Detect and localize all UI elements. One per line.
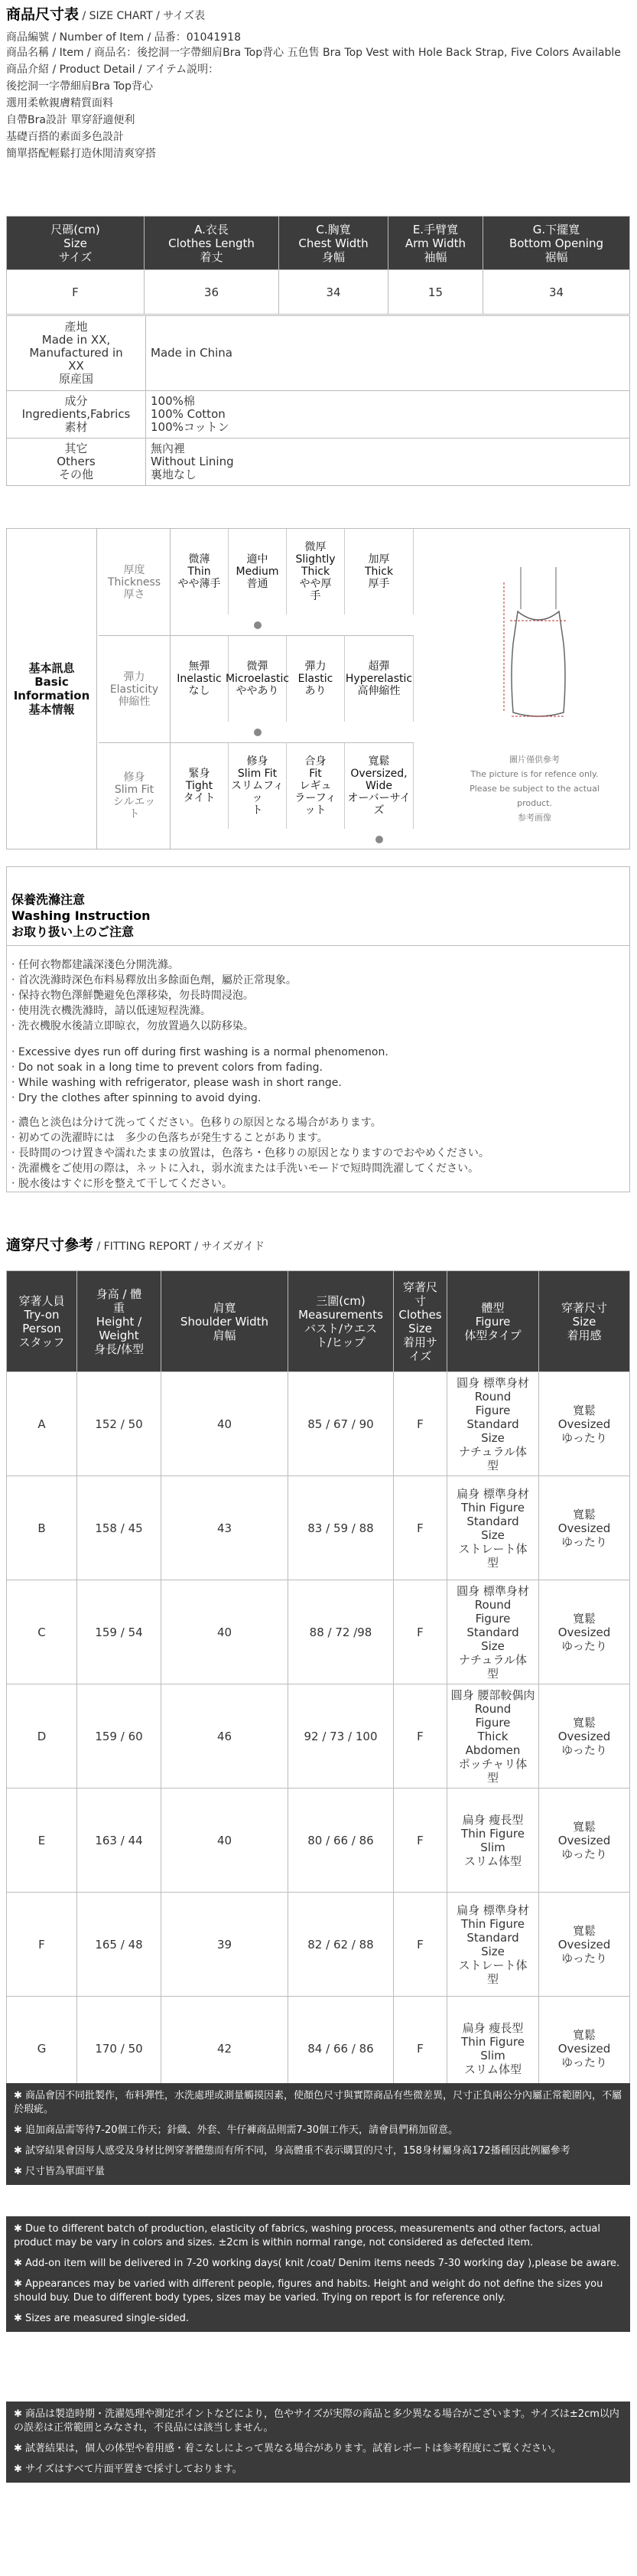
product-detail-label: 商品介紹 / Product Detail / アイテム説明：	[6, 64, 219, 76]
notes-ja	[6, 2402, 630, 2483]
shoulder-cell: 40	[161, 1789, 288, 1893]
clothes-size-col-header: 穿著尺 寸 Clothes Size 着用サ イズ	[394, 1271, 447, 1372]
elasticity-option: 彈力 Elastic あり	[287, 636, 345, 722]
other-row	[7, 439, 630, 486]
measurements-cell: 85 / 67 / 90	[288, 1372, 394, 1476]
shoulder-col-header: 肩寬 Shoulder Width 肩幅	[161, 1271, 288, 1372]
height-weight-cell: 165 / 48	[77, 1893, 161, 1997]
size-chart-title-sub: / SIZE CHART / サイズ表	[79, 10, 206, 22]
fit-option: 修身 Slim Fit スリムフィッ ト	[229, 743, 287, 829]
fitting-table	[6, 1270, 630, 2101]
basic-info-panel	[6, 528, 630, 849]
shoulder-cell: 40	[161, 1372, 288, 1476]
garment-figure	[473, 552, 603, 743]
measurements-cell: 80 / 66 / 86	[288, 1789, 394, 1893]
person-cell: E	[7, 1789, 77, 1893]
thickness-indicator-row	[171, 615, 414, 636]
shoulder-cell: 40	[161, 1580, 288, 1684]
clothes-size-cell: F	[394, 1893, 447, 1997]
other-key: 其它 Others その他	[7, 439, 146, 486]
table-row	[7, 1789, 630, 1893]
product-detail-line: 後挖洞一字帶細肩Bra Top背心	[6, 80, 154, 93]
fit-cell: 寬鬆 Ovesized ゆったり	[539, 1893, 630, 1997]
measurements-cell: 83 / 59 / 88	[288, 1476, 394, 1580]
size-chart-title-main: 商品尺寸表	[6, 6, 80, 23]
figure-cell: 圓身 標準身材 Round Figure Standard Size ナチュラル体 型	[447, 1372, 539, 1476]
measurements-cell: 88 / 72 /98	[288, 1580, 394, 1684]
figure-cell: 扁身 瘦長型 Thin Figure Slim スリム体型	[447, 1789, 539, 1893]
person-cell: C	[7, 1580, 77, 1684]
height-col-header: 身高 / 體 重 Height / Weight 身長/体型	[77, 1271, 161, 1372]
origin-row	[7, 316, 630, 391]
length-col-header: A.衣長 Clothes Length 着丈	[145, 217, 279, 270]
fit-col-header: 穿著尺寸 Size 着用感	[539, 1271, 630, 1372]
figure-cell: 圓身 標準身材 Round Figure Standard Size ナチュラル体 型	[447, 1580, 539, 1684]
note-line: ✱ 商品會因不同批製作，布料彈性，水洗處理或測量觸摸因素，使顏色尺寸與實際商品有些微差異，尺寸正負兩公分內屬正常範圍內，不屬於瑕疵。	[14, 2090, 622, 2115]
fitting-title-sub: / FITTING REPORT / サイズガイド	[93, 1241, 265, 1253]
figure-cell: 圓身 腰部較偶肉 Round Figure Thick Abdomen ポッチャリ体 型	[447, 1684, 539, 1789]
other-value: 無內裡 Without Lining 裏地なし	[146, 439, 630, 486]
composition-key: 成分 Ingredients,Fabrics 素材	[7, 391, 146, 439]
person-cell: F	[7, 1893, 77, 1997]
material-table	[6, 315, 630, 486]
clothes-size-cell: F	[394, 1476, 447, 1580]
shoulder-cell: 46	[161, 1684, 288, 1789]
size-chart-section	[6, 3, 630, 161]
note-line: ✱ Due to different batch of production, elasticity of fabrics, washing process, measurements and other factors, actual product may be vary in colors and sizes. ±2cm is within normal range, not considered as defected item.	[14, 2223, 601, 2248]
clothes-size-cell: F	[394, 1997, 447, 2101]
note-line: ✱ 試穿結果會因每人感受及身材比例穿著體態而有所不同，身高體重不表示購買的尺寸，158身材屬身高172播種因此例屬參考	[14, 2145, 570, 2157]
elasticity-option: 微彈 Microelastic ややあり	[229, 636, 287, 722]
chest-col-header: C.胸寬 Chest Width 身幅	[279, 217, 388, 270]
selected-dot-icon	[254, 621, 262, 629]
fit-option: 寬鬆 Oversized, Wide オーバーサイ ズ	[345, 743, 414, 829]
fit-cell: 寬鬆 Ovesized ゆったり	[539, 1580, 630, 1684]
height-weight-cell: 159 / 60	[77, 1684, 161, 1789]
note-line: ✱ 試著結果は，個人の体型や着用感・着こなしによって異なる場合があります。試着レポートは参考程度にご覧ください。	[14, 2443, 561, 2454]
table-row	[7, 1684, 630, 1789]
composition-value: 100%棉 100% Cotton 100%コットン	[146, 391, 630, 439]
product-detail-line: 基礎百搭的素面多色設計	[6, 131, 124, 143]
note-line: ✱ 追加商品需等待7-20個工作天；針織、外套、牛仔褲商品則需7-30個工作天，請會員們稍加留意。	[14, 2124, 459, 2136]
bottom-col-header: G.下擺寬 Bottom Opening 裾幅	[483, 217, 629, 270]
height-weight-cell: 152 / 50	[77, 1372, 161, 1476]
note-line: ✱ 尺寸皆為單面平量	[14, 2166, 106, 2177]
fit-cell: 寬鬆 Ovesized ゆったり	[539, 1476, 630, 1580]
table-row	[7, 1372, 630, 1476]
figure-col-header: 體型 Figure 体型タイプ	[447, 1271, 539, 1372]
person-cell: D	[7, 1684, 77, 1789]
product-detail-line: 簡單搭配輕鬆打造休閒清爽穿搭	[6, 148, 156, 160]
height-weight-cell: 159 / 54	[77, 1580, 161, 1684]
fitting-title-main: 適穿尺寸參考	[6, 1237, 94, 1254]
clothes-size-cell: F	[394, 1684, 447, 1789]
shoulder-cell: 42	[161, 1997, 288, 2101]
measurements-col-header: 三圍(cm) Measurements バスト/ウエス ト/ヒップ	[288, 1271, 394, 1372]
size-table	[6, 216, 630, 315]
shoulder-cell: 43	[161, 1476, 288, 1580]
thickness-option: 微薄 Thin やや薄手	[171, 529, 229, 615]
height-weight-cell: 170 / 50	[77, 1997, 161, 2101]
arm-cell: 15	[388, 270, 483, 315]
table-row	[7, 1893, 630, 1997]
measurements-cell: 84 / 66 / 86	[288, 1997, 394, 2101]
washing-en: ‧ Excessive dyes run off during first washing is a normal phenomenon. ‧ Do not soak in a long time to prevent colors from fading. ‧ While washing with refrigerator, please wash in short range. ‧ Dry the clothes after spinning to avoid dying.	[11, 1046, 388, 1104]
fit-cell: 寬鬆 Ovesized ゆったり	[539, 1372, 630, 1476]
notes-en	[6, 2216, 630, 2332]
measurements-cell: 82 / 62 / 88	[288, 1893, 394, 1997]
person-cell: B	[7, 1476, 77, 1580]
composition-row	[7, 391, 630, 439]
selected-dot-icon	[375, 836, 383, 843]
elasticity-indicator-row	[171, 722, 414, 743]
basic-info-label: 基本訊息 Basic Information 基本情報	[7, 529, 97, 849]
product-name: 商品名稱 / Item / 商品名：後挖洞一字帶細肩Bra Top背心 五色售 Bra Top Vest with Hole Back Strap, Five Colors Available	[6, 47, 621, 59]
fit-indicator-row	[171, 829, 414, 850]
height-weight-cell: 158 / 45	[77, 1476, 161, 1580]
chest-cell: 34	[279, 270, 388, 315]
fit-option: 緊身 Tight タイト	[171, 743, 229, 829]
fit-option: 合身 Fit レギュ ラーフィ ット	[287, 743, 345, 829]
size-chart-title	[6, 3, 630, 24]
person-cell: G	[7, 1997, 77, 2101]
elasticity-option: 超彈 Hyperelastic 高伸縮性	[345, 636, 414, 722]
thickness-label: 厚度 Thickness 厚さ	[99, 529, 171, 636]
washing-instruction-panel	[6, 866, 630, 1192]
note-line: ✱ 商品は製造時期・洗濯処理や測定ポイントなどにより，色やサイズが実際の商品と多少異なる場合がございます。サイズは±2cm以内の誤差は正常範囲とみなされ，不良品には該当しません。	[14, 2408, 619, 2434]
washing-divider	[7, 945, 629, 946]
selected-dot-icon	[254, 729, 262, 736]
note-line: ✱ サイズはすべて片面平置きで採寸しております。	[14, 2464, 242, 2475]
size-cell: F	[7, 270, 145, 315]
length-cell: 36	[145, 270, 279, 315]
origin-key: 產地 Made in XX, Manufactured in XX 原産国	[7, 316, 146, 391]
clothes-size-cell: F	[394, 1580, 447, 1684]
size-col-header: 尺碼(cm) Size サイズ	[7, 217, 145, 270]
washing-ja: ‧ 濃色と淡色は分けて洗ってください。色移りの原因となる場合があります。 ‧ 初めての洗濯時には 多少の色落ちが発生することがあります。 ‧ 長時間のつけ置きや濡れたままの放置は，色落ち・色移りの原因となりますのでおやめください。 ‧ 洗濯機をご使用の際は，ネットに入れ，弱水流または手洗いモードで短時間洗濯してください。 ‧ 脱水後はすぐに形を整えて干してください。	[11, 1117, 489, 1190]
table-row	[7, 270, 630, 315]
fit-cell: 寬鬆 Ovesized ゆったり	[539, 1684, 630, 1789]
note-line: ✱ Sizes are measured single-sided.	[14, 2313, 190, 2324]
table-row	[7, 1580, 630, 1684]
fit-cell: 寬鬆 Ovesized ゆったり	[539, 1997, 630, 2101]
fit-cell: 寬鬆 Ovesized ゆったり	[539, 1789, 630, 1893]
washing-zh: ‧ 任何衣物都建議深淺色分開洗滌。 ‧ 首次洗滌時深色布料易釋放出多餘面色劑，屬於正常現象。 ‧ 保持衣物色澤鮮艷避免色澤移染，勿長時間浸泡。 ‧ 使用洗衣機洗滌時，請以低速短程洗滌。 ‧ 洗衣機脫水後請立即晾衣，勿放置過久以防移染。	[11, 959, 297, 1032]
elasticity-option: 無彈 Inelastic なし	[171, 636, 229, 722]
figure-cell: 扁身 標準身材 Thin Figure Standard Size ストレート体 型	[447, 1476, 539, 1580]
fit-label: 修身 Slim Fit シルエッ ト	[99, 743, 171, 849]
height-weight-cell: 163 / 44	[77, 1789, 161, 1893]
person-col-header: 穿著人員 Try-on Person スタッフ	[7, 1271, 77, 1372]
elasticity-label: 彈力 Elasticity 伸縮性	[99, 636, 171, 743]
shoulder-cell: 39	[161, 1893, 288, 1997]
measurements-cell: 92 / 73 / 100	[288, 1684, 394, 1789]
clothes-size-cell: F	[394, 1789, 447, 1893]
arm-col-header: E.手臂寬 Arm Width 袖幅	[388, 217, 483, 270]
washing-title: 保養洗滌注意 Washing Instruction お取り扱い上のご注意	[11, 892, 151, 939]
fitting-title	[6, 1234, 265, 1254]
table-row	[7, 1476, 630, 1580]
product-number: 商品編號 / Number of Item / 品番：01041918	[6, 31, 241, 44]
note-line: ✱ Appearances may be varied with different people, figures and habits. Height and weight do not define the sizes you should buy. Due to different body types, sizes may be varied. Trying on report is for reference only.	[14, 2278, 603, 2304]
notes-zh	[6, 2083, 630, 2185]
thickness-option: 微厚 Slightly Thick やや厚 手	[287, 529, 345, 615]
origin-value: Made in China	[146, 316, 630, 391]
clothes-size-cell: F	[394, 1372, 447, 1476]
figure-cell: 扁身 瘦長型 Thin Figure Slim スリム体型	[447, 1997, 539, 2101]
product-detail-line: 選用柔軟親膚精質面料	[6, 97, 113, 109]
thickness-option: 適中 Medium 普通	[229, 529, 287, 615]
bottom-cell: 34	[483, 270, 629, 315]
figure-note: 圖片僅供參考 The picture is for refence only. Please be subject to the actual product. 参考画像	[470, 755, 600, 823]
thickness-option: 加厚 Thick 厚手	[345, 529, 414, 615]
note-line: ✱ Add-on item will be delivered in 7-20 working days( knit /coat/ Denim items needs 7-30 working day ),please be aware.	[14, 2258, 620, 2269]
figure-cell: 扁身 標準身材 Thin Figure Standard Size ストレート体 型	[447, 1893, 539, 1997]
camisole-diagram-icon	[473, 552, 603, 743]
product-detail-line: 自帶Bra設計 單穿舒適便利	[6, 114, 135, 126]
product-info	[6, 30, 630, 161]
person-cell: A	[7, 1372, 77, 1476]
